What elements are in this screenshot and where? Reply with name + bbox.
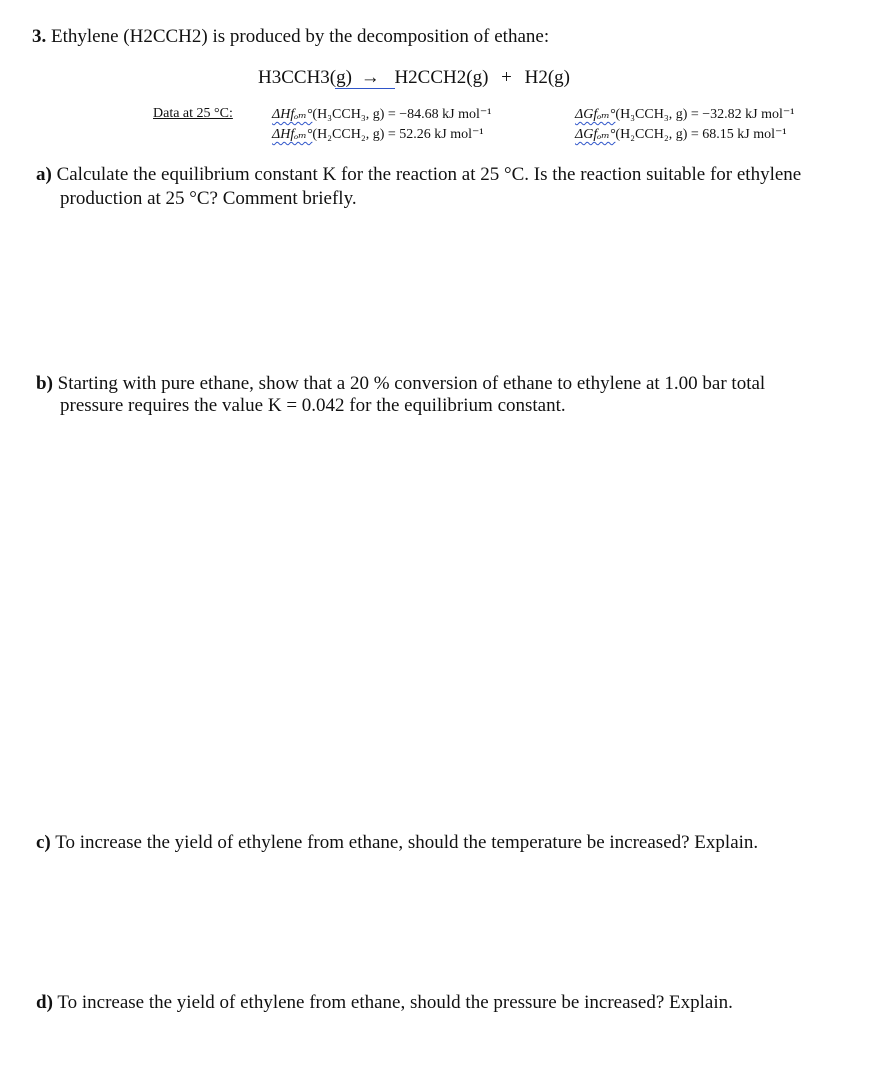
part-b-label: b) xyxy=(36,373,53,394)
part-a-text-1: Calculate the equilibrium constant K for the reaction at 25 °C. Is the reaction suitable for ethylene xyxy=(56,164,802,185)
gibbs-value: (H₃CCH₃, g) = −32.82 kJ mol⁻¹ xyxy=(615,107,795,122)
part-d-text-1: To increase the yield of ethylene from ethane, should the pressure be increased? Explain. xyxy=(57,992,733,1013)
reaction-plus: + xyxy=(501,67,512,88)
data-row-g-2 xyxy=(575,126,787,143)
enthalpy-value: (H₂CCH₂, g) = 52.26 kJ mol⁻¹ xyxy=(312,127,484,142)
part-c-line-1 xyxy=(36,832,758,854)
part-a-text-2: production at 25 °C? Comment briefly. xyxy=(60,188,357,209)
part-d-label: d) xyxy=(36,992,53,1013)
gibbs-symbol: ΔGfₒₘ° xyxy=(575,127,616,142)
part-b-text-1: Starting with pure ethane, show that a 20 % conversion of ethane to ethylene at 1.00 bar total xyxy=(57,373,766,394)
reaction-underline xyxy=(335,88,395,89)
reaction-arrow: → xyxy=(360,67,380,88)
reaction-product-2: H2(g) xyxy=(524,67,571,88)
data-row-h-1 xyxy=(272,106,492,123)
part-a-label: a) xyxy=(36,164,52,185)
enthalpy-symbol: ΔHfₒₘ° xyxy=(272,127,313,142)
data-row-h-2 xyxy=(272,126,484,143)
part-a-line-2 xyxy=(60,188,357,210)
gibbs-value: (H₂CCH₂, g) = 68.15 kJ mol⁻¹ xyxy=(615,127,787,142)
part-b-text-2: pressure requires the value K = 0.042 for the equilibrium constant. xyxy=(60,395,566,416)
part-a-line-1 xyxy=(36,164,801,186)
question-number: 3. xyxy=(32,26,47,47)
part-d-line-1 xyxy=(36,992,733,1014)
reaction-equation xyxy=(258,67,570,89)
part-b-line-2 xyxy=(60,395,566,417)
gibbs-symbol: ΔGfₒₘ° xyxy=(575,107,616,122)
data-row-g-1 xyxy=(575,106,795,123)
part-b-line-1 xyxy=(36,373,765,395)
reaction-reactant: H3CCH3(g) xyxy=(258,67,352,88)
enthalpy-symbol: ΔHfₒₘ° xyxy=(272,107,313,122)
question-intro: Ethylene (H2CCH2) is produced by the decomposition of ethane: xyxy=(51,26,550,47)
data-label: Data at 25 °C: xyxy=(153,106,233,121)
part-c-text-1: To increase the yield of ethylene from ethane, should the temperature be increased? Explain. xyxy=(55,832,759,853)
part-c-label: c) xyxy=(36,832,51,853)
reaction-product-1: H2CCH2(g) xyxy=(394,67,489,88)
question-header xyxy=(32,26,549,48)
enthalpy-value: (H₃CCH₃, g) = −84.68 kJ mol⁻¹ xyxy=(312,107,492,122)
